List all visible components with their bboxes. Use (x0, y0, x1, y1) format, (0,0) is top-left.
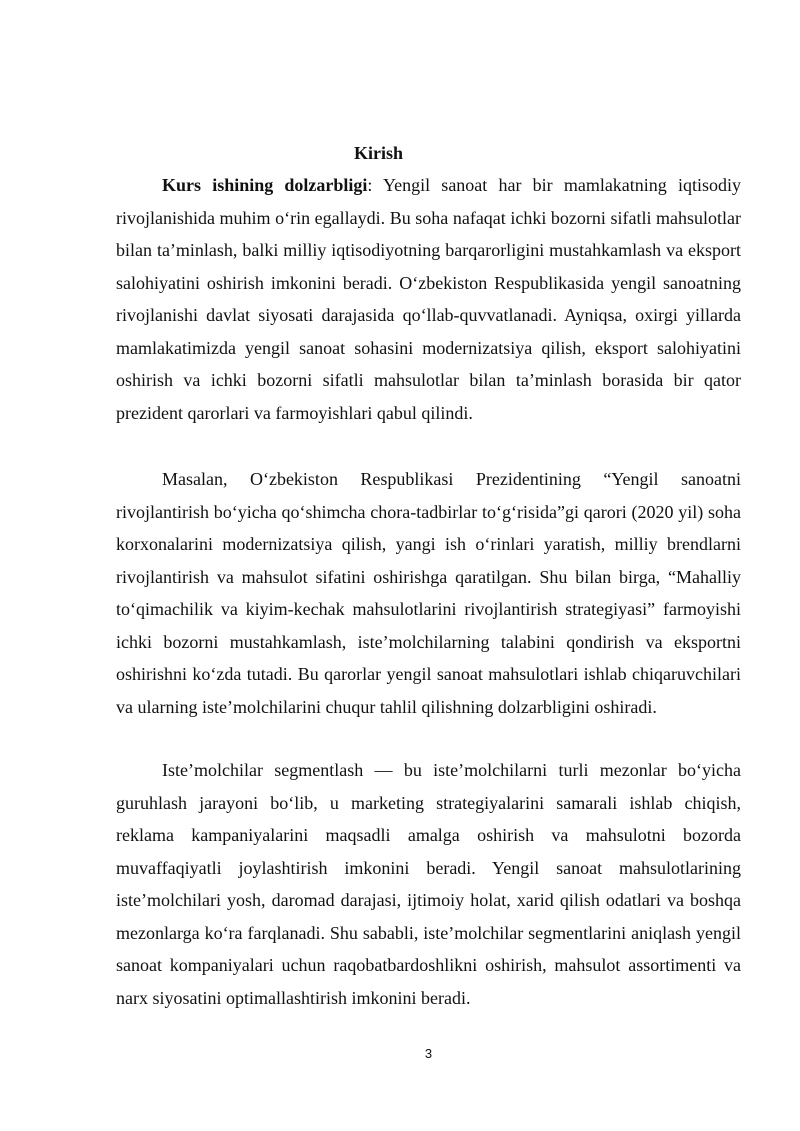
paragraph-relevance (116, 169, 741, 429)
page-number: 3 (424, 1046, 433, 1061)
document-page (116, 0, 741, 1131)
relevance-lead-term: Kurs ishining dolzarbligi (162, 175, 368, 195)
paragraph-decrees: Masalan, O‘zbekiston Respublikasi Prezidentining “Yengil sanoatni rivojlantirish bo‘yicha qo‘shimcha chora-tadbirlar to‘g‘risida”gi qarori (2020 yil) soha korxonalarini modernizatsiya qilish, yangi ish o‘rinlari yaratish, milliy brendlarni rivojlantirish va mahsulot sifatini oshirishga qaratilgan. Shu bilan birga, “Mahalliy to‘qimachilik va kiyim-kechak mahsulotlarini rivojlantirish strategiyasi” farmoyishi ichki bozorni mustahkamlash, iste’molchilarning talabini qondirish va eksportni oshirishni ko‘zda tutadi. Bu qarorlar yengil sanoat mahsulotlari ishlab chiqaruvchilari va ularning iste’molchilarini chuqur tahlil qilishning dolzarbligini oshiradi. (116, 469, 741, 717)
paragraph-segmentation: Iste’molchilar segmentlash — bu iste’molchilarni turli mezonlar bo‘yicha guruhlash jarayoni bo‘lib, u marketing strategiyalarini samarali ishlab chiqish, reklama kampaniyalarini maqsadli amalga oshirish va mahsulotni bozorda muvaffaqiyatli joylashtirish imkonini beradi. Yengil sanoat mahsulotlarining iste’molchilari yosh, daromad darajasi, ijtimoiy holat, xarid qilish odatlari va boshqa mezonlarga ko‘ra farqlanadi. Shu sababli, iste’molchilar segmentlarini aniqlash yengil sanoat kompaniyalari uchun raqobatbardoshlikni oshirish, mahsulot assortimenti va narx siyosatini optimallashtirish imkonini beradi. (116, 760, 741, 1008)
section-heading: Kirish (353, 143, 403, 163)
relevance-text: : Yengil sanoat har bir mamlakatning iqtisodiy rivojlanishida muhim o‘rin egallaydi. Bu soha nafaqat ichki bozorni sifatli mahsulotlar bilan ta’minlash, balki milliy iqtisodiyotning barqarorligini mustahkamlash va eksport salohiyatini oshirish imkonini beradi. O‘zbekiston Respublikasida yengil sanoatning rivojlanishi davlat siyosati darajasida qo‘llab-quvvatlanadi. Ayniqsa, oxirgi yillarda mamlakatimizda yengil sanoat sohasini modernizatsiya qilish, eksport salohiyatini oshirish va ichki bozorni sifatli mahsulotlar bilan ta’minlash borasida bir qator prezident qarorlari va farmoyishlari qabul qilindi. (116, 175, 741, 423)
